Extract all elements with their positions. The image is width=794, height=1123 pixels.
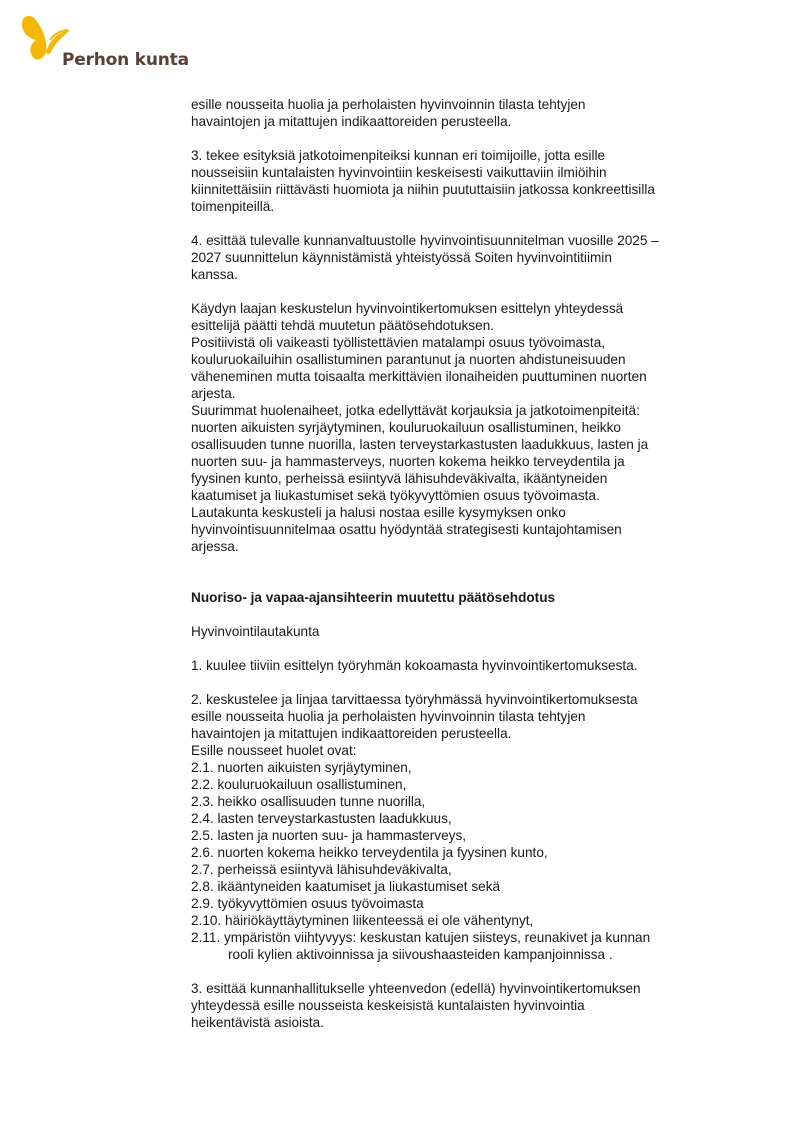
text-line: nuorten aikuisten syrjäytyminen, kouluruokailuun osallistuminen, heikko [191,420,621,435]
text-line: Suurimmat huolenaiheet, jotka edellyttävät korjauksia ja jatkotoimenpiteitä: [191,403,640,418]
text-line: kaatumiset ja liukastumiset sekä työkyvyttömien osuus työvoimasta. [191,488,600,503]
text-line: kiinnitettäisiin riittävästi huomiota ja niihin puututtaisiin jatkossa konkreettisilla [191,182,655,197]
text-line: Positiivistä oli vaikeasti työllistettävien matalampi osuus työvoimasta, [191,335,606,350]
text-line: esille nousseita huolia ja perholaisten hyvinvoinnin tilasta tehtyjen [191,709,586,724]
text-line: arjesta. [191,386,236,401]
list-item: 2.9. työkyvyttömien osuus työvoimasta [191,896,424,911]
text-line: fyysinen kunto, perheissä esiintyvä lähisuhdeväkivalta, ikääntyneiden [191,471,608,486]
item-3 [191,980,701,1031]
text-line: 3. esittää kunnanhallitukselle yhteenvedon (edellä) hyvinvointikertomuksen [191,981,641,996]
list-item: 2.3. heikko osallisuuden tunne nuorilla, [191,794,426,809]
text-line: nuorten suu- ja hammasterveys, nuorten kokema heikko terveydentila ja [191,454,625,469]
text-line: 4. esittää tulevalle kunnanvaltuustolle hyvinvointisuunnitelman vuosille 2025 – [191,233,659,248]
text-line: arjessa. [191,539,239,554]
text-line: esille nousseita huolia ja perholaisten hyvinvoinnin tilasta tehtyjen [191,97,586,112]
logo-text: Perhon kunta [62,50,189,70]
list-item: 2.4. lasten terveystarkastusten laadukkuus, [191,811,452,826]
list-item: 2.8. ikääntyneiden kaatumiset ja liukastumiset sekä [191,879,501,894]
list-item: 2.6. nuorten kokema heikko terveydentila ja fyysinen kunto, [191,845,548,860]
text-line: toimenpiteillä. [191,199,275,214]
text-line: 2. keskustelee ja linjaa tarvittaessa työryhmässä hyvinvointikertomuksesta [191,692,638,707]
text-line: Käydyn laajan keskustelun hyvinvointikertomuksen esittelyn yhteydessä [191,301,624,316]
list-item: 2.1. nuorten aikuisten syrjäytyminen, [191,760,412,775]
text-line: kanssa. [191,267,238,282]
list-item: 2.11. ympäristön viihtyvyys: keskustan katujen siisteys, reunakivet ja kunnan [191,930,651,945]
text-line: yhteydessä esille nousseista keskeisistä kuntalaisten hyvinvointia [191,998,585,1013]
list-item: 2.5. lasten ja nuorten suu- ja hammasterveys, [191,828,467,843]
text-line: väheneminen mutta toisaalta merkittävien ilonaiheiden puuttuminen nuorten [191,369,647,384]
section-heading: Nuoriso- ja vapaa-ajansihteerin muutettu päätösehdotus [191,590,556,605]
paragraph-1 [191,96,701,130]
item-2 [191,691,701,963]
text-line: 3. tekee esityksiä jatkotoimenpiteiksi kunnan eri toimijoille, jotta esille [191,148,606,163]
text-line: esittelijä päätti tehdä muutetun päätösehdotuksen. [191,318,495,333]
text-line: osallisuuden tunne nuorilla, lasten terveystarkastusten laadukkuus, lasten ja [191,437,649,452]
list-item: 2.7. perheissä esiintyvä lähisuhdeväkivalta, [191,862,452,877]
paragraph-2 [191,147,701,215]
text-line: havaintojen ja mitattujen indikaattoreiden perusteella. [191,114,512,129]
paragraph-4 [191,300,701,555]
text-line: heikentävistä asioista. [191,1015,324,1030]
committee-name: Hyvinvointilautakunta [191,624,320,639]
text-line: Lautakunta keskusteli ja halusi nostaa esille kysymyksen onko [191,505,566,520]
document-body [191,96,701,1031]
text-line: nousseisiin kuntalaisten hyvinvointiin keskeisesti vaikuttaviin ilmiöihin [191,165,607,180]
perhon-kunta-logo [20,12,190,70]
item-1: 1. kuulee tiiviin esittelyn työryhmän kokoamasta hyvinvointikertomuksesta. [191,658,638,673]
text-line: Esille nousseet huolet ovat: [191,743,357,758]
text-line: kouluruokailuihin osallistuminen parantunut ja nuorten ahdistuneisuuden [191,352,626,367]
list-item: 2.10. häiriökäyttäytyminen liikenteessä ei ole vähentynyt, [191,913,534,928]
list-item: 2.2. kouluruokailuun osallistuminen, [191,777,407,792]
paragraph-3 [191,232,701,283]
text-line: hyvinvointisuunnitelmaa osattu hyödyntää strategisesti kuntajohtamisen [191,522,622,537]
text-line: 2027 suunnittelun käynnistämistä yhteistyössä Soiten hyvinvointitiimin [191,250,612,265]
list-item-continuation: rooli kylien aktivoinnissa ja siivoushaasteiden kampanjoinnissa . [228,947,613,962]
text-line: havaintojen ja mitattujen indikaattoreiden perusteella. [191,726,512,741]
